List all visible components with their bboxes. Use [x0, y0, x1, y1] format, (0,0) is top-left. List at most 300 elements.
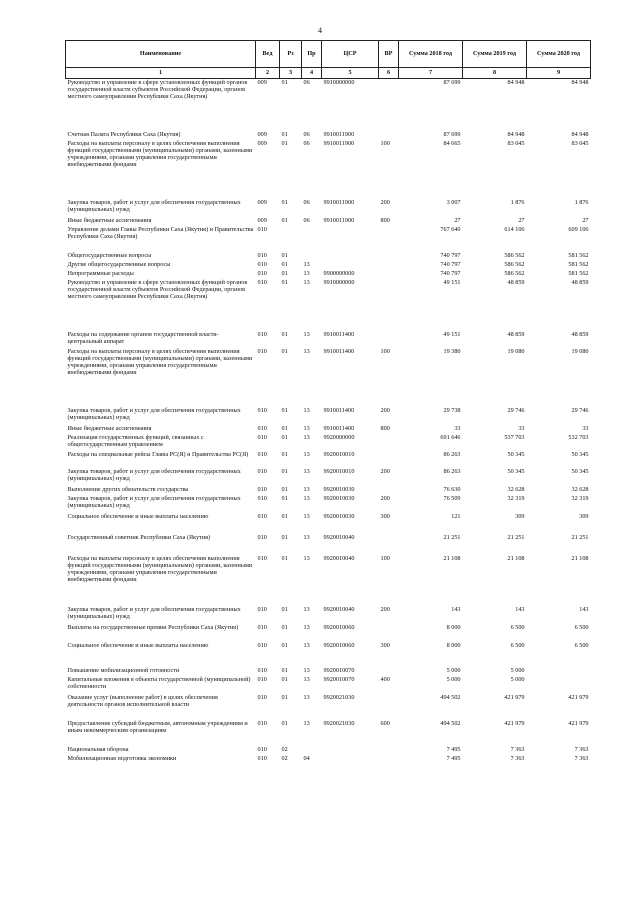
column-number: 1	[66, 68, 256, 79]
cell-sum-2018: 5 000	[446, 666, 461, 674]
cell-name: Другие общегосударственные вопросы	[67, 260, 171, 268]
cell-sum-2018: 86 263	[443, 450, 461, 458]
table-row	[66, 720, 591, 746]
cell-ved: 010	[257, 260, 267, 268]
cell-vr: 800	[380, 216, 390, 224]
cell-pr: 13	[303, 675, 310, 683]
table-row	[66, 407, 591, 425]
cell-pr: 13	[303, 424, 310, 432]
cell-sum-2020: 83 045	[571, 139, 589, 147]
column-number: 4	[302, 68, 322, 79]
cell-name: Управление делами Главы Республики Саха (Якутия) и Правительства Республики Саха (Якутия)	[67, 225, 254, 240]
cell-vr	[379, 451, 399, 468]
cell-name: Социальное обеспечение и иные выплаты населению	[67, 512, 209, 520]
cell-vr: 200	[380, 605, 390, 613]
cell-sum-2020: 21 251	[571, 533, 589, 541]
cell-sum-2020: 32 319	[571, 494, 589, 502]
cell-sum-2019: 421 979	[504, 693, 525, 701]
cell-sum-2018: 7 495	[446, 745, 461, 753]
cell-rz: 01	[281, 467, 288, 475]
cell-ved: 010	[257, 433, 267, 441]
cell-vr	[379, 79, 399, 131]
cell-sum-2019: 614 106	[504, 225, 525, 233]
cell-sum-2020: 27	[582, 216, 589, 224]
cell-sum-2019: 32 319	[507, 494, 525, 502]
cell-rz: 01	[281, 406, 288, 414]
table-body	[66, 79, 591, 764]
cell-ved: 010	[257, 406, 267, 414]
cell-csr	[322, 746, 379, 755]
cell-sum-2018: 494 502	[440, 693, 461, 701]
cell-csr: 9910011400	[323, 406, 355, 414]
column-number: 2	[256, 68, 280, 79]
page-number: 4	[318, 26, 322, 35]
cell-name: Оказание услуг (выполнение работ) в целях обеспечения деятельности органов исполнительной власти	[67, 693, 218, 708]
cell-pr: 13	[303, 450, 310, 458]
cell-sum-2019: 7 363	[510, 745, 525, 753]
cell-rz: 01	[281, 512, 288, 520]
cell-csr: 9920010070	[323, 675, 355, 683]
cell-sum-2019: 84 948	[507, 130, 525, 138]
cell-ved: 010	[257, 269, 267, 277]
cell-sum-2018: 767 640	[440, 225, 461, 233]
cell-sum-2019: 27	[518, 216, 525, 224]
column-number: 7	[399, 68, 463, 79]
cell-ved: 010	[257, 494, 267, 502]
cell-sum-2019: 586 562	[504, 269, 525, 277]
cell-sum-2018: 494 502	[440, 719, 461, 727]
cell-rz: 01	[281, 269, 288, 277]
cell-csr: 9920010040	[323, 533, 355, 541]
cell-vr: 200	[380, 406, 390, 414]
table-row	[66, 434, 591, 451]
cell-vr: 800	[380, 424, 390, 432]
cell-sum-2019: 48 859	[507, 330, 525, 338]
cell-pr: 13	[303, 641, 310, 649]
cell-sum-2019: 21 108	[507, 554, 525, 562]
cell-csr: 9920010030	[323, 494, 355, 502]
cell-sum-2019: 586 562	[504, 260, 525, 268]
cell-pr: 13	[303, 278, 310, 286]
cell-vr	[379, 755, 399, 764]
table-row	[66, 131, 591, 140]
table-row	[66, 555, 591, 606]
cell-vr	[379, 261, 399, 270]
column-number: 9	[527, 68, 591, 79]
budget-table	[65, 40, 591, 764]
cell-sum-2020: 532 703	[568, 433, 589, 441]
table-row	[66, 642, 591, 667]
cell-sum-2020: 421 979	[568, 719, 589, 727]
cell-name: Расходы на выплаты персоналу в целях обеспечения выполнения функций государственными (муниципальными) органами, казенными учреждениями, органами управления государственными внебюджетными фондами	[67, 554, 253, 584]
cell-rz: 01	[281, 330, 288, 338]
cell-name: Выполнение других обязательств государства	[67, 485, 189, 493]
cell-sum-2018: 49 151	[443, 330, 461, 338]
cell-ved: 010	[257, 693, 267, 701]
cell-sum-2020: 609 106	[568, 225, 589, 233]
cell-sum-2020: 33	[582, 424, 589, 432]
cell-name: Закупка товаров, работ и услуг для обеспечения государственных (муниципальных) нужд	[67, 198, 241, 213]
cell-ved: 009	[257, 216, 267, 224]
cell-sum-2020: 581 562	[568, 269, 589, 277]
cell-sum-2020: 32 628	[571, 485, 589, 493]
header-pr: Пр	[302, 41, 322, 68]
cell-csr: 9920000000	[323, 433, 355, 441]
cell-pr: 13	[303, 330, 310, 338]
cell-name: Государственный советник Республики Саха (Якутия)	[67, 533, 211, 541]
cell-ved: 010	[257, 719, 267, 727]
cell-pr: 13	[303, 260, 310, 268]
cell-vr	[379, 131, 399, 140]
cell-ved: 010	[257, 675, 267, 683]
cell-sum-2019: 6 500	[510, 641, 525, 649]
cell-rz: 01	[281, 216, 288, 224]
header-sum-2018: Сумма 2018 год	[399, 41, 463, 68]
cell-name: Мобилизационная подготовка экономики	[67, 754, 177, 762]
table-row	[66, 495, 591, 513]
cell-sum-2020: 84 948	[571, 79, 589, 86]
cell-ved: 010	[257, 533, 267, 541]
cell-rz: 01	[281, 554, 288, 562]
cell-sum-2018: 19 380	[443, 347, 461, 355]
cell-pr: 06	[303, 130, 310, 138]
cell-name: Национальная оборона	[67, 745, 129, 753]
cell-csr: 9920021030	[323, 719, 355, 727]
cell-vr	[379, 252, 399, 261]
cell-sum-2019: 21 251	[507, 533, 525, 541]
cell-csr: 9920010040	[323, 554, 355, 562]
cell-csr: 9910011400	[323, 424, 355, 432]
cell-sum-2020: 48 859	[571, 278, 589, 286]
cell-sum-2018: 7 495	[446, 754, 461, 762]
cell-vr	[379, 486, 399, 495]
cell-pr	[302, 746, 322, 755]
cell-rz: 01	[281, 251, 288, 259]
cell-pr: 13	[303, 406, 310, 414]
cell-sum-2018: 86 263	[443, 467, 461, 475]
cell-sum-2020: 421 979	[568, 693, 589, 701]
cell-csr: 9910011900	[323, 139, 355, 147]
cell-csr	[322, 226, 379, 252]
cell-ved: 009	[257, 79, 267, 86]
cell-sum-2018: 5 000	[446, 675, 461, 683]
cell-ved: 009	[257, 198, 267, 206]
cell-vr	[379, 667, 399, 676]
table-row	[66, 486, 591, 495]
cell-csr: 9910011900	[323, 130, 355, 138]
cell-pr: 06	[303, 139, 310, 147]
cell-sum-2018: 29 738	[443, 406, 461, 414]
cell-sum-2019: 84 948	[507, 79, 525, 86]
cell-csr: 9920010030	[323, 485, 355, 493]
cell-pr	[302, 226, 322, 252]
cell-name: Выплаты на государственные премии Республики Саха (Якутия)	[67, 623, 239, 631]
cell-ved: 010	[257, 485, 267, 493]
cell-ved: 010	[257, 450, 267, 458]
cell-sum-2020: 6 500	[574, 623, 589, 631]
cell-sum-2020	[527, 667, 591, 676]
cell-sum-2018: 143	[451, 605, 461, 613]
cell-sum-2019: 586 562	[504, 251, 525, 259]
cell-rz: 01	[281, 719, 288, 727]
cell-rz: 01	[281, 450, 288, 458]
column-number: 5	[322, 68, 379, 79]
cell-rz: 01	[281, 641, 288, 649]
cell-sum-2018: 691 646	[440, 433, 461, 441]
cell-sum-2020: 29 746	[571, 406, 589, 414]
cell-csr: 9920021030	[323, 693, 355, 701]
cell-vr	[379, 279, 399, 331]
table-row	[66, 624, 591, 642]
cell-rz: 01	[281, 623, 288, 631]
cell-csr: 9920010060	[323, 641, 355, 649]
table-row	[66, 513, 591, 534]
table-row	[66, 79, 591, 131]
cell-ved: 010	[257, 605, 267, 613]
cell-vr	[379, 331, 399, 348]
cell-name: Закупка товаров, работ и услуг для обеспечения государственных (муниципальных) нужд	[67, 494, 241, 509]
cell-sum-2018: 8 000	[446, 641, 461, 649]
cell-pr: 13	[303, 512, 310, 520]
cell-sum-2019: 6 500	[510, 623, 525, 631]
cell-name: Повышение мобилизационной готовности	[67, 666, 180, 674]
cell-sum-2020: 143	[579, 605, 589, 613]
cell-sum-2020: 50 345	[571, 450, 589, 458]
column-number: 8	[463, 68, 527, 79]
cell-sum-2019: 537 703	[504, 433, 525, 441]
cell-csr: 9920010010	[323, 467, 355, 475]
header-ved: Вед	[256, 41, 280, 68]
cell-rz: 01	[281, 278, 288, 286]
cell-pr: 04	[303, 754, 310, 762]
cell-sum-2020: 7 363	[574, 745, 589, 753]
cell-rz	[280, 226, 302, 252]
cell-pr: 13	[303, 269, 310, 277]
table-row	[66, 606, 591, 624]
cell-rz: 01	[281, 260, 288, 268]
column-number: 6	[379, 68, 399, 79]
cell-csr	[322, 755, 379, 764]
cell-sum-2018: 21 251	[443, 533, 461, 541]
cell-csr	[322, 261, 379, 270]
cell-name: Иные бюджетные ассигнования	[67, 424, 152, 432]
cell-name: Расходы на выплаты персоналу в целях обеспечения выполнения функций государственными (муниципальными) органами, казенными учреждениями, органами управления государственными внебюджетными фондами	[67, 139, 253, 169]
cell-sum-2018: 84 665	[443, 139, 461, 147]
cell-vr: 200	[380, 198, 390, 206]
cell-pr: 13	[303, 533, 310, 541]
cell-vr	[379, 270, 399, 279]
header-rz: Рз	[280, 41, 302, 68]
cell-ved: 009	[257, 139, 267, 147]
column-number-row	[66, 68, 591, 79]
table-row	[66, 140, 591, 199]
cell-vr: 100	[380, 139, 390, 147]
cell-ved: 010	[257, 278, 267, 286]
cell-sum-2018: 87 699	[443, 130, 461, 138]
cell-vr: 300	[380, 512, 390, 520]
cell-sum-2020: 581 562	[568, 251, 589, 259]
cell-name: Счетная Палата Республики Саха (Якутия)	[67, 130, 181, 138]
cell-name: Закупка товаров, работ и услуг для обеспечения государственных (муниципальных) нужд	[67, 467, 241, 482]
cell-ved: 010	[257, 467, 267, 475]
cell-csr: 9920010030	[323, 512, 355, 520]
cell-vr: 300	[380, 641, 390, 649]
cell-pr: 13	[303, 693, 310, 701]
cell-sum-2018: 33	[454, 424, 461, 432]
cell-vr	[379, 226, 399, 252]
cell-csr: 9910000000	[323, 278, 355, 286]
cell-sum-2020: 84 948	[571, 130, 589, 138]
cell-name: Расходы на содержание органов государственной власти- центральный аппарат	[67, 330, 219, 345]
cell-csr: 9920010010	[323, 450, 355, 458]
cell-sum-2019: 5 000	[510, 675, 525, 683]
cell-rz: 01	[281, 79, 288, 86]
cell-sum-2018: 27	[454, 216, 461, 224]
table-row	[66, 676, 591, 694]
cell-ved: 010	[257, 554, 267, 562]
header-sum-2020: Сумма 2020 год	[527, 41, 591, 68]
cell-rz: 01	[281, 433, 288, 441]
cell-sum-2018: 87 699	[443, 79, 461, 86]
cell-sum-2018: 49 151	[443, 278, 461, 286]
cell-sum-2020: 581 562	[568, 260, 589, 268]
cell-csr: 9900000000	[323, 269, 355, 277]
cell-sum-2018: 8 000	[446, 623, 461, 631]
cell-pr: 13	[303, 554, 310, 562]
cell-vr: 200	[380, 494, 390, 502]
cell-name: Социальное обеспечение и иные выплаты населению	[67, 641, 209, 649]
cell-sum-2020: 21 108	[571, 554, 589, 562]
cell-ved: 010	[257, 745, 267, 753]
table-row	[66, 348, 591, 407]
table-row	[66, 217, 591, 226]
header-name: Наименование	[66, 41, 256, 68]
cell-name: Капитальные вложения в объекты государственной (муниципальной) собственности	[67, 675, 251, 690]
cell-vr: 400	[380, 675, 390, 683]
cell-rz: 01	[281, 347, 288, 355]
cell-rz: 01	[281, 485, 288, 493]
cell-sum-2019: 33	[518, 424, 525, 432]
cell-name: Расходы на специальные рейсы Главы РС(Я) и Правительства РС(Я)	[67, 450, 249, 458]
cell-name: Общегосударственные вопросы	[67, 251, 152, 259]
cell-sum-2019: 143	[515, 605, 525, 613]
cell-vr: 100	[380, 554, 390, 562]
table-row	[66, 755, 591, 764]
cell-pr: 06	[303, 216, 310, 224]
cell-sum-2019: 29 746	[507, 406, 525, 414]
cell-rz: 01	[281, 675, 288, 683]
cell-vr	[379, 534, 399, 555]
cell-ved: 010	[257, 330, 267, 338]
cell-vr: 100	[380, 347, 390, 355]
table-row	[66, 270, 591, 279]
cell-sum-2020: 6 500	[574, 641, 589, 649]
cell-pr: 13	[303, 623, 310, 631]
cell-rz: 01	[281, 533, 288, 541]
cell-vr	[379, 434, 399, 451]
cell-rz: 02	[281, 745, 288, 753]
cell-sum-2019: 1 876	[510, 198, 525, 206]
cell-name: Закупка товаров, работ и услуг для обеспечения государственных (муниципальных) нужд	[67, 406, 241, 421]
cell-sum-2019: 32 628	[507, 485, 525, 493]
table-row	[66, 226, 591, 252]
cell-name: Руководство и управление в сфере установленных функций органов государственной власти субъектов Российской Федерации, органов местного самоуправления Республики Саха (Якутия)	[67, 79, 248, 101]
cell-name: Реализация государственных функций, связанных с общегосударственным управлением	[67, 433, 204, 448]
cell-sum-2020: 48 859	[571, 330, 589, 338]
cell-vr: 600	[380, 719, 390, 727]
cell-csr: 9920010040	[323, 605, 355, 613]
table-row	[66, 261, 591, 270]
cell-sum-2020: 7 363	[574, 754, 589, 762]
cell-pr: 13	[303, 719, 310, 727]
cell-sum-2019: 7 363	[510, 754, 525, 762]
cell-pr: 13	[303, 467, 310, 475]
cell-sum-2020: 309	[579, 512, 589, 520]
cell-sum-2020: 1 876	[574, 198, 589, 206]
table-row	[66, 451, 591, 468]
cell-ved: 010	[257, 641, 267, 649]
cell-sum-2019: 50 345	[507, 467, 525, 475]
cell-name: Иные бюджетные ассигнования	[67, 216, 152, 224]
cell-sum-2020	[527, 676, 591, 694]
cell-csr: 9910000000	[323, 79, 355, 86]
cell-sum-2019: 50 345	[507, 450, 525, 458]
cell-ved: 010	[257, 251, 267, 259]
cell-vr	[379, 694, 399, 720]
cell-sum-2018: 76 630	[443, 485, 461, 493]
cell-csr: 9910011400	[323, 347, 355, 355]
cell-name: Расходы на выплаты персоналу в целях обеспечения выполнения функций государственными (муниципальными) органами, казенными учреждениями, органами управления государственными внебюджетными фондами	[67, 347, 253, 377]
cell-ved: 010	[257, 347, 267, 355]
cell-name: Предоставление субсидий бюджетным, автономным учреждениям и иным некоммерческим организациям	[67, 719, 248, 734]
header-row	[66, 41, 591, 68]
table-row	[66, 468, 591, 486]
cell-sum-2018: 740 797	[440, 269, 461, 277]
cell-ved: 010	[257, 225, 267, 233]
table-row	[66, 746, 591, 755]
cell-name: Закупка товаров, работ и услуг для обеспечения государственных (муниципальных) нужд	[67, 605, 241, 620]
cell-pr	[302, 252, 322, 261]
table-row	[66, 425, 591, 434]
table-row	[66, 534, 591, 555]
cell-vr	[379, 746, 399, 755]
table-row	[66, 331, 591, 348]
cell-pr: 13	[303, 666, 310, 674]
cell-name: Руководство и управление в сфере установленных функций органов государственной власти субъектов Российской Федерации, органов местного самоуправления Республики Саха (Якутия)	[67, 278, 248, 300]
cell-sum-2018: 740 797	[440, 260, 461, 268]
cell-ved: 010	[257, 754, 267, 762]
cell-sum-2019: 5 000	[510, 666, 525, 674]
cell-ved: 010	[257, 623, 267, 631]
cell-rz: 01	[281, 130, 288, 138]
header-sum-2019: Сумма 2019 год	[463, 41, 527, 68]
cell-ved: 010	[257, 512, 267, 520]
cell-csr: 9910011400	[323, 330, 355, 338]
column-number: 3	[280, 68, 302, 79]
cell-csr	[322, 252, 379, 261]
cell-ved: 009	[257, 130, 267, 138]
cell-pr: 13	[303, 347, 310, 355]
cell-ved: 010	[257, 424, 267, 432]
table-row	[66, 199, 591, 217]
cell-vr	[379, 624, 399, 642]
cell-csr: 9910011900	[323, 198, 355, 206]
cell-pr: 13	[303, 433, 310, 441]
cell-pr: 13	[303, 494, 310, 502]
cell-rz: 01	[281, 198, 288, 206]
cell-sum-2018: 21 108	[443, 554, 461, 562]
cell-csr: 9910011900	[323, 216, 355, 224]
